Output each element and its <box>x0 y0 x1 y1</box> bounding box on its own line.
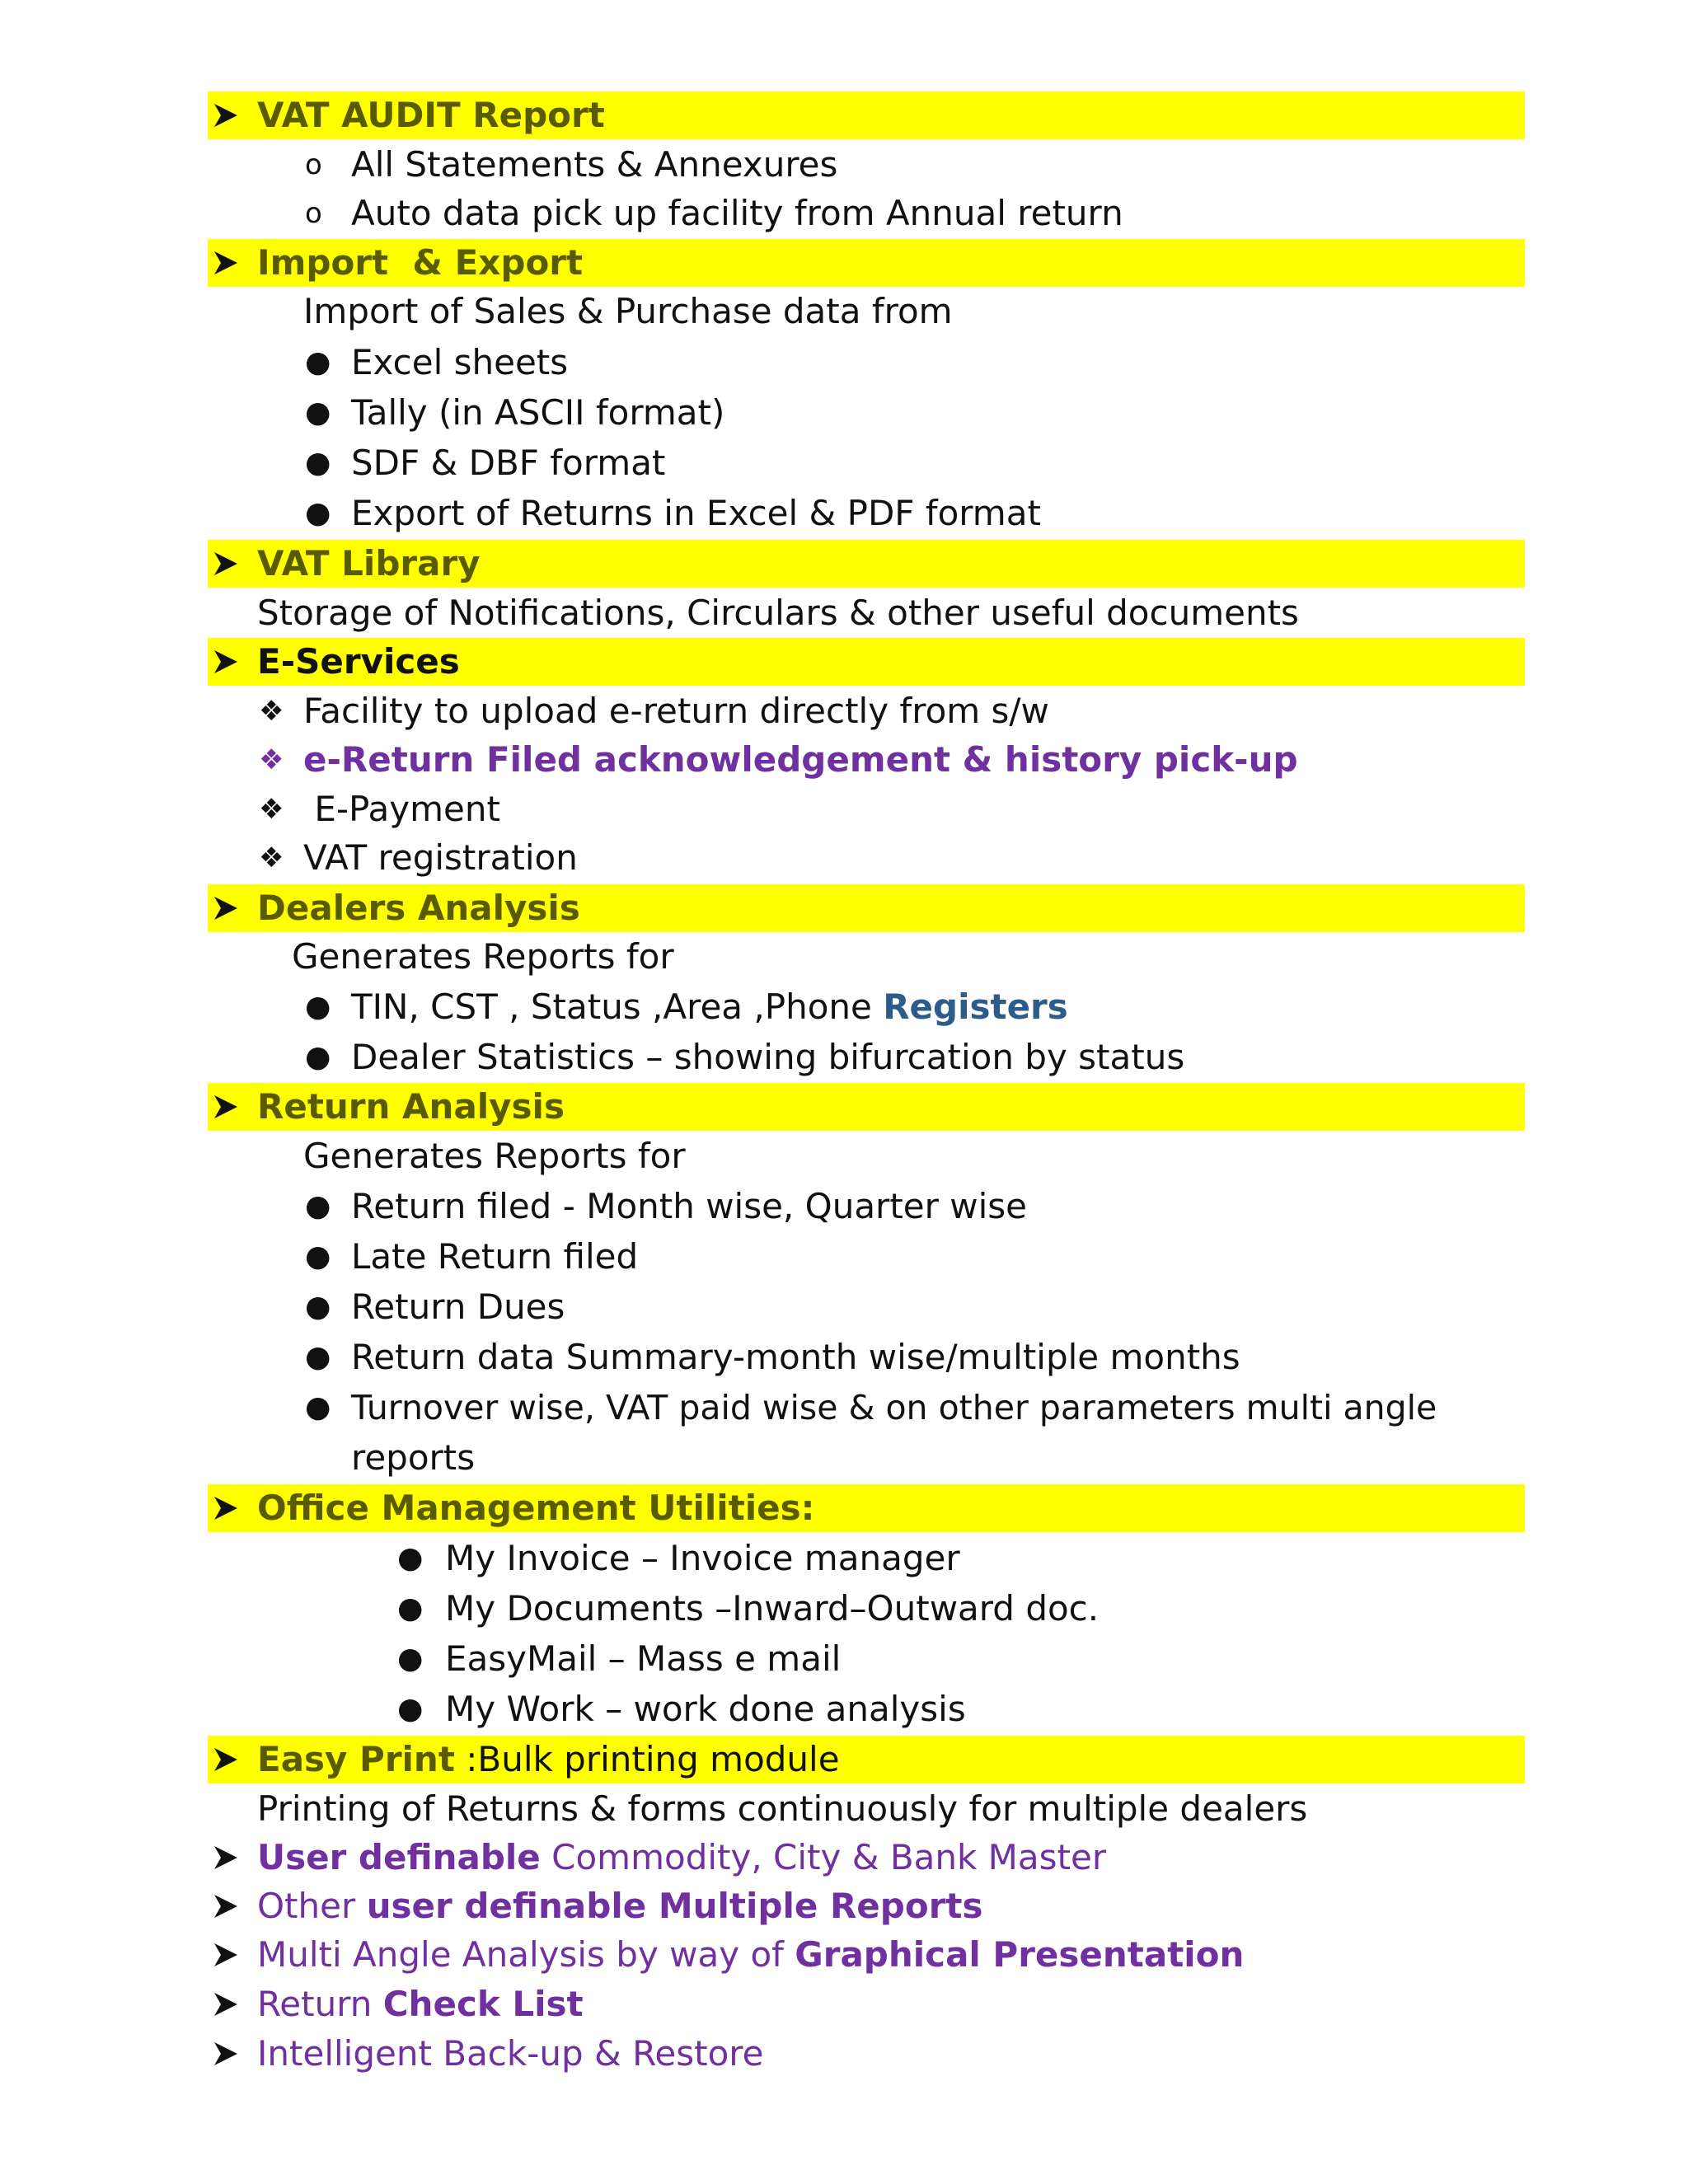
disc-bullet-icon: ● <box>305 1390 331 1424</box>
disc-bullet-icon: ● <box>305 1340 331 1374</box>
four-diamond-icon: ❖ <box>259 695 284 728</box>
disc-bullet-icon: ● <box>305 1290 331 1324</box>
arrowhead-icon <box>211 238 244 288</box>
list-item-text: Dealer Statistics – showing bifurcation by status <box>351 1037 1185 1077</box>
item-text: TIN, CST , Status ,Area ,Phone <box>351 987 884 1027</box>
arrowhead-icon <box>211 1882 244 1931</box>
intro-text: Generates Reports for <box>292 936 674 977</box>
list-item-text: Return data Summary-month wise/multiple months <box>351 1337 1240 1377</box>
list-item-text: Return filed - Month wise, Quarter wise <box>351 1186 1027 1226</box>
feature-bold: Graphical Presentation <box>795 1934 1245 1975</box>
section-title: Return Analysis <box>257 1086 565 1127</box>
intro-text: Import of Sales & Purchase data from <box>303 291 953 331</box>
list-item-text: VAT registration <box>303 837 578 878</box>
four-diamond-icon: ❖ <box>259 793 284 826</box>
section-title: Import & Export <box>257 242 584 283</box>
section-title: Office Management Utilities: <box>257 1488 815 1528</box>
list-item-text: My Invoice – Invoice manager <box>445 1538 960 1578</box>
disc-bullet-icon: ● <box>397 1591 424 1625</box>
description-text: Printing of Returns & forms continuously for multiple dealers <box>257 1788 1308 1829</box>
circle-bullet-icon: o <box>305 148 322 181</box>
arrowhead-icon <box>211 539 244 588</box>
disc-bullet-icon: ● <box>305 496 331 530</box>
disc-bullet-icon: ● <box>305 1240 331 1273</box>
feature-bold: user definable Multiple Reports <box>366 1886 983 1926</box>
section-title: E-Services <box>257 641 460 682</box>
arrowhead-icon <box>211 1930 244 1980</box>
registers-text: Registers <box>883 987 1068 1027</box>
feature-normal: Return <box>257 1984 383 2024</box>
description-text: Storage of Notifications, Circulars & other useful documents <box>257 593 1299 633</box>
disc-bullet-icon: ● <box>305 345 331 379</box>
list-item-text: Turnover wise, VAT paid wise & on other parameters multi angle <box>351 1388 1437 1427</box>
feature-text <box>257 1882 983 1931</box>
feature-text <box>257 1833 1106 1882</box>
feature-text <box>257 1980 584 2029</box>
feature-bold: Check List <box>382 1984 584 2024</box>
arrowhead-icon <box>211 1833 244 1882</box>
section-title: VAT AUDIT Report <box>257 95 605 135</box>
arrowhead-icon <box>211 91 244 140</box>
disc-bullet-icon: ● <box>397 1541 424 1575</box>
feature-normal: Commodity, City & Bank Master <box>540 1837 1107 1877</box>
list-item-text: reports <box>351 1437 476 1478</box>
disc-bullet-icon: ● <box>305 1189 331 1223</box>
disc-bullet-icon: ● <box>305 1040 331 1074</box>
four-diamond-icon: ❖ <box>259 841 284 874</box>
arrowhead-icon <box>211 1082 244 1132</box>
list-item-text: My Work – work done analysis <box>445 1689 966 1729</box>
disc-bullet-icon: ● <box>397 1642 424 1675</box>
feature-text <box>257 1930 1244 1980</box>
feature-normal: Other <box>257 1886 367 1926</box>
list-item-text <box>351 982 1068 1032</box>
feature-normal: Multi Angle Analysis by way of <box>257 1934 795 1975</box>
list-item-text: Facility to upload e-return directly from s/w <box>303 691 1049 731</box>
arrowhead-icon <box>211 637 244 687</box>
circle-bullet-icon: o <box>305 197 322 230</box>
arrowhead-icon <box>211 2029 244 2079</box>
list-item-text: Late Return filed <box>351 1236 639 1277</box>
arrowhead-icon <box>211 1980 244 2029</box>
list-item-text: E-Payment <box>303 789 500 829</box>
section-title: Dealers Analysis <box>257 888 580 928</box>
arrowhead-icon <box>211 1483 244 1533</box>
feature-bold: User definable <box>257 1837 541 1877</box>
title-bold: Easy Print <box>257 1739 455 1779</box>
list-item-text: Auto data pick up facility from Annual return <box>351 193 1123 233</box>
disc-bullet-icon: ● <box>305 990 331 1024</box>
list-item-text: EasyMail – Mass e mail <box>445 1638 842 1679</box>
disc-bullet-icon: ● <box>305 446 331 480</box>
list-item-text: Return Dues <box>351 1286 565 1327</box>
section-title: VAT Library <box>257 543 481 583</box>
section-title <box>257 1735 840 1784</box>
list-item-text: SDF & DBF format <box>351 443 666 483</box>
arrowhead-icon <box>211 1735 244 1784</box>
intro-text: Generates Reports for <box>303 1136 686 1176</box>
title-rest: :Bulk printing module <box>454 1739 840 1779</box>
list-item-text: e-Return Filed acknowledgement & history pick-up <box>303 739 1298 780</box>
disc-bullet-icon: ● <box>305 396 331 429</box>
disc-bullet-icon: ● <box>397 1692 424 1726</box>
list-item-text: Excel sheets <box>351 342 569 382</box>
four-diamond-icon: ❖ <box>259 743 284 776</box>
list-item-text: All Statements & Annexures <box>351 144 838 185</box>
list-item-text: My Documents –Inward–Outward doc. <box>445 1588 1100 1629</box>
feature-text: Intelligent Back-up & Restore <box>257 2033 764 2074</box>
list-item-text: Tally (in ASCII format) <box>351 392 725 433</box>
arrowhead-icon <box>211 883 244 933</box>
list-item-text: Export of Returns in Excel & PDF format <box>351 493 1041 533</box>
